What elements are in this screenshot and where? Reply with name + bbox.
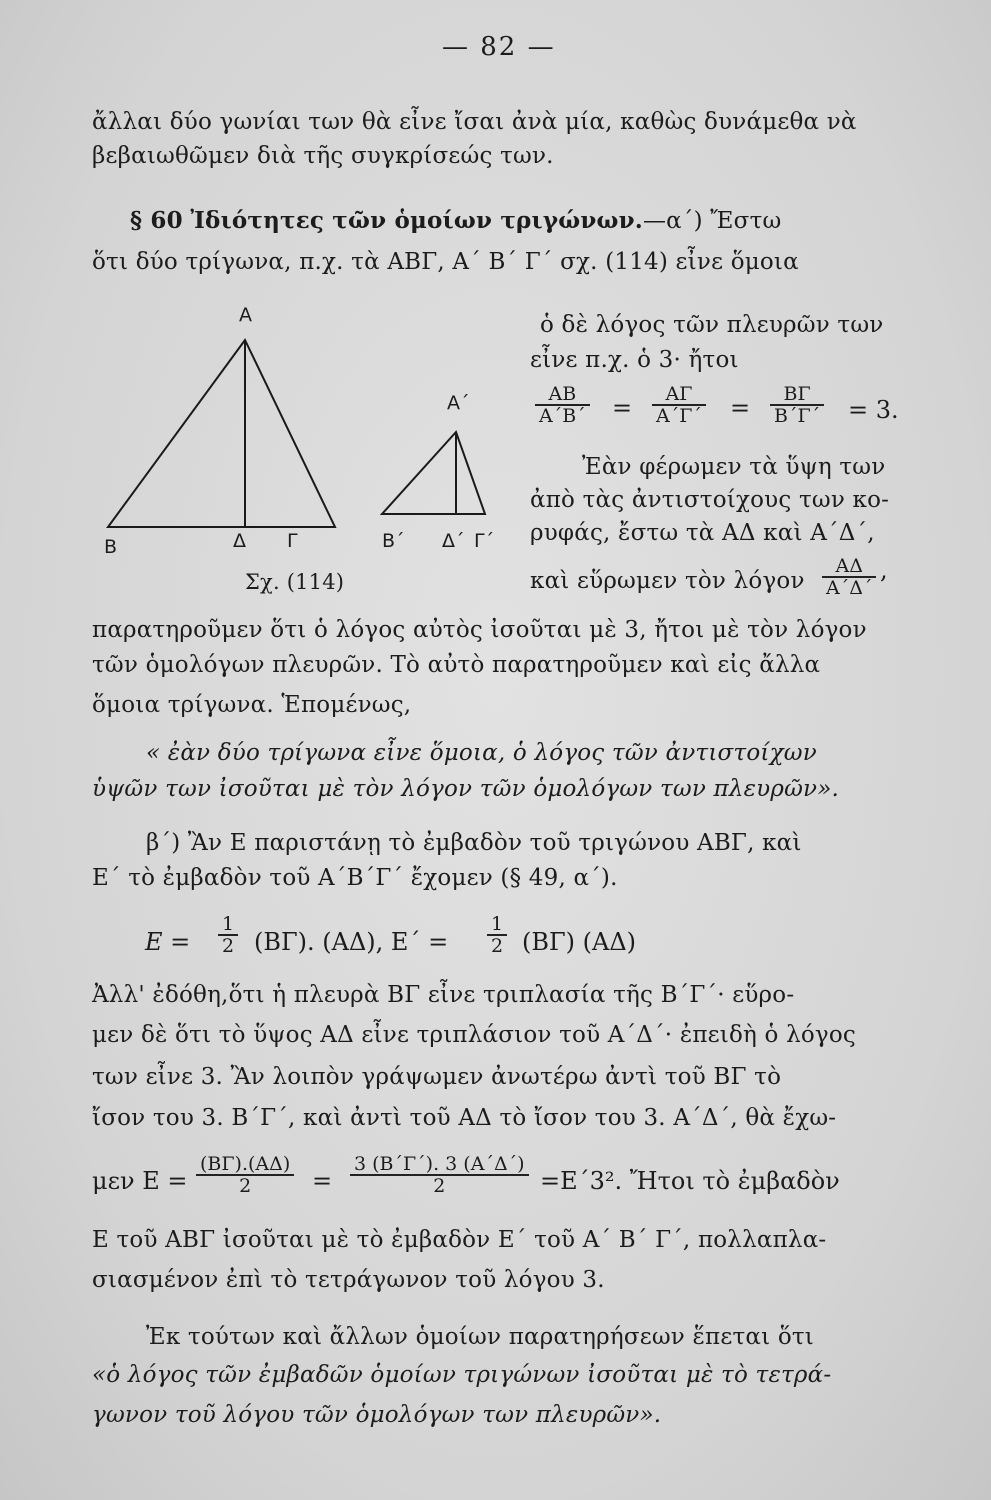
text-line: β΄) Ἂν E παριστάνῃ τὸ ἐμβαδὸν τοῦ τριγώνου ΑΒΓ, καὶ (146, 830, 802, 856)
text-line: μεν δὲ ὅτι τὸ ὕψος ΑΔ εἶνε τριπλάσιον τοῦ Α΄Δ΄· ἐπειδὴ ὁ λόγος (92, 1022, 857, 1048)
quote-line: « ἐὰν δύο τρίγωνα εἶνε ὅμοια, ὁ λόγος τῶν ἀντιστοίχων (146, 740, 817, 766)
label-big-apex: Α (239, 304, 252, 326)
comma: , (880, 556, 888, 584)
fraction-ad: $\frac{A\Delta}{A΄\Delta΄}$ (822, 556, 876, 598)
text-line: παρατηροῦμεν ὅτι ὁ λόγος αὐτὸς ἰσοῦται μὲ 3, ἤτοι μὲ τὸν λόγον (92, 617, 867, 643)
text-line: σιασμένον ἐπὶ τὸ τετράγωνον τοῦ λόγου 3. (92, 1267, 605, 1293)
text-line: ἄλλαι δύο γωνίαι των θὰ εἶνε ἴσαι ἀνὰ μία, καθὼς δυνάμεθα νὰ (92, 109, 857, 135)
section-title: Ἰδιότητες τῶν ὁμοίων τριγώνων. (190, 207, 643, 234)
text-line: καὶ εὕρωμεν τὸν λόγον (530, 568, 805, 594)
text-line: ὅμοια τρίγωνα. Ἑπομένως, (92, 692, 412, 718)
eq2-left: E = (145, 928, 191, 956)
text-line: Ἐὰν φέρωμεν τὰ ὕψη των (582, 454, 886, 480)
label-big-foot: Δ (233, 530, 246, 552)
label-small-foot: Δ΄ (442, 530, 465, 552)
fraction-ag: $\frac{A\Gamma}{A΄\Gamma΄}$ (652, 384, 706, 426)
quote-line: γωνον τοῦ λόγου τῶν ὁμολόγων των πλευρῶν». (92, 1402, 662, 1428)
equals-sign: = (612, 394, 633, 422)
quote-line: ὑψῶν των ἰσοῦται μὲ τὸν λόγον τῶν ὁμολόγων των πλευρῶν». (92, 776, 840, 802)
eq2-half: $\frac{1}{2}$ (218, 914, 238, 956)
label-small-apex: Α΄ (447, 392, 470, 414)
equals-three: = 3. (848, 396, 899, 424)
text-line: Ἐκ τούτων καὶ ἄλλων ὁμοίων παρατηρήσεων ἕπεται ὅτι (146, 1324, 815, 1350)
fraction-bg: $\frac{B\Gamma}{B΄\Gamma΄}$ (770, 384, 824, 426)
figure-caption: Σχ. (114) (245, 570, 345, 594)
text-line: ἀπὸ τὰς ἀντιστοίχους των κο- (530, 487, 890, 513)
eq2-right: (ΒΓ) (ΑΔ) (522, 928, 637, 956)
eq3-fraction-1: $\frac{(B\Gamma).(A\Delta)}{2}$ (196, 1154, 294, 1196)
text-line: των εἶνε 3. Ἂν λοιπὸν γράψωμεν ἀνωτέρω ἀντὶ τοῦ ΒΓ τὸ (92, 1064, 782, 1090)
fraction-ab: $\frac{AB}{A΄B΄}$ (535, 384, 590, 426)
text-line: ἴσον του 3. Β΄Γ΄, καὶ ἀντὶ τοῦ ΑΔ τὸ ἴσον του 3. Α΄Δ΄, θὰ ἔχω- (92, 1105, 837, 1131)
eq2-middle: (ΒΓ). (ΑΔ), E΄ = (254, 928, 449, 956)
big-triangle (108, 340, 335, 527)
label-big-left: Β (104, 536, 118, 558)
eq3-fraction-2: $\frac{3 (B΄\Gamma΄). 3 (A΄\Delta΄)}{2}$ (350, 1154, 529, 1196)
text-line: ὅτι δύο τρίγωνα, π.χ. τὰ ΑΒΓ, Α΄ Β΄ Γ΄ σχ. (114) εἶνε ὅμοια (92, 249, 799, 275)
text-line: Ἀλλ' ἐδόθη,ὅτι ἡ πλευρὰ ΒΓ εἶνε τριπλασία τῆς Β΄Γ΄· εὕρο- (92, 982, 795, 1008)
page-number: — 82 — (442, 32, 556, 62)
eq3-result: =E΄3². Ἤτοι τὸ ἐμβαδὸν (540, 1167, 840, 1195)
text-line: βεβαιωθῶμεν διὰ τῆς συγκρίσεώς των. (92, 143, 554, 169)
label-small-right: Γ΄ (474, 530, 495, 552)
text-line: E΄ τὸ ἐμβαδὸν τοῦ Α΄Β΄Γ΄ ἔχομεν (§ 49, α΄). (92, 865, 618, 891)
section-rest: —α΄) Ἔστω (642, 208, 782, 234)
text-line: E τοῦ ΑΒΓ ἰσοῦται μὲ τὸ ἐμβαδὸν E΄ τοῦ Α΄ Β΄ Γ΄, πολλαπλα- (92, 1227, 827, 1253)
section-number: § 60 (130, 207, 183, 234)
text-line: τῶν ὁμολόγων πλευρῶν. Τὸ αὐτὸ παρατηροῦμεν καὶ εἰς ἄλλα (92, 652, 821, 678)
eq3-prefix: μεν E = (92, 1167, 188, 1195)
eq3-equals: = (312, 1167, 333, 1195)
text-line: ὁ δὲ λόγος τῶν πλευρῶν των (540, 312, 884, 338)
text-line: εἶνε π.χ. ὁ 3· ἤτοι (530, 347, 739, 373)
eq2-half-2: $\frac{1}{2}$ (487, 914, 507, 956)
small-triangle (382, 432, 485, 514)
label-big-right: Γ (287, 530, 298, 552)
quote-line: «ὁ λόγος τῶν ἐμβαδῶν ὁμοίων τριγώνων ἰσοῦται μὲ τὸ τετρά- (92, 1362, 832, 1388)
label-small-left: Β΄ (382, 530, 405, 552)
text-line: ρυφάς, ἔστω τὰ ΑΔ καὶ Α΄Δ΄, (530, 520, 875, 546)
equals-sign: = (730, 394, 751, 422)
